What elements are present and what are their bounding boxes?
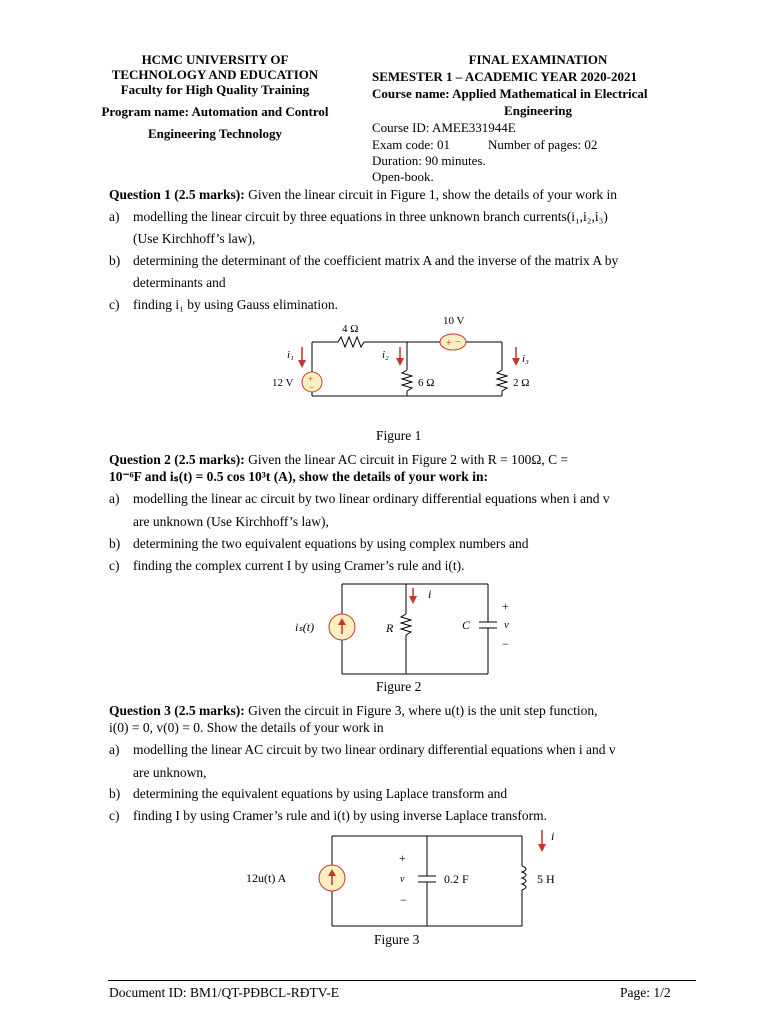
q1-a-line1: modelling the linear circuit by three equations in three unknown branch currents(i₁,i₂,i₃) — [133, 209, 608, 224]
arrow-i2 — [396, 358, 404, 366]
plus-12v: + — [308, 374, 314, 384]
program-name-line2: Engineering Technology — [148, 126, 282, 141]
label-is: iₛ(t) — [295, 620, 315, 634]
q1-b-line2: determinants and — [133, 275, 226, 290]
arrow-i3 — [512, 358, 520, 366]
q2-c-line1: finding the complex current I by using Cramer’s rule and i(t). — [133, 558, 465, 573]
label-4ohm: 4 Ω — [342, 323, 359, 335]
q1-a-line2: (Use Kirchhoff’s law), — [133, 231, 256, 246]
course-name-line1: Course name: Applied Mathematical in Electrical — [372, 86, 648, 101]
label-ind: 5 H — [537, 872, 555, 886]
q1-c-letter: c) — [109, 297, 120, 312]
q3-a-line1: modelling the linear AC circuit by two linear ordinary differential equations when i and v — [133, 742, 616, 757]
label-i: i — [551, 829, 555, 843]
label-12v: 12 V — [272, 377, 294, 389]
label-v: v — [400, 874, 405, 885]
label-i3: i₃ — [522, 353, 529, 365]
page-number: Page: 1/2 — [620, 985, 671, 1000]
q3-c-letter: c) — [109, 808, 120, 823]
exam-title: FINAL EXAMINATION — [468, 52, 608, 67]
q3-a-letter: a) — [109, 742, 120, 757]
duration: Duration: 90 minutes. — [372, 153, 486, 168]
label-c: C — [462, 618, 471, 632]
course-id: Course ID: AMEE331944E — [372, 120, 516, 135]
label-minus: − — [400, 893, 407, 907]
university-name-line1: HCMC UNIVERSITY OF — [141, 52, 289, 67]
q2-a-letter: a) — [109, 491, 120, 506]
resistor-2ohm — [497, 370, 507, 391]
arrow-i1 — [298, 360, 306, 368]
q2-a-line1: modelling the linear ac circuit by two linear ordinary differential equations when i and v — [133, 491, 610, 506]
label-6ohm: 6 Ω — [418, 377, 435, 389]
voltage-source-10v — [440, 334, 466, 350]
course-name-line2: Engineering — [504, 103, 572, 118]
q2-c-letter: c) — [109, 558, 120, 573]
q3-c-line1: finding I by using Cramer’s rule and i(t) by using inverse Laplace transform. — [133, 808, 548, 823]
q1-intro — [109, 187, 617, 203]
q1-b-letter: b) — [109, 253, 121, 268]
figure-2-caption: Figure 2 — [376, 679, 422, 694]
q1-c-line1: finding i₁ by using Gauss elimination. — [133, 297, 338, 312]
label-minus: − — [502, 637, 509, 651]
minus-12v: − — [309, 382, 315, 392]
plus-10v: + — [446, 338, 452, 349]
program-name-line1: Program name: Automation and Control — [101, 104, 329, 119]
q3-b-letter: b) — [109, 786, 121, 801]
faculty-name: Faculty for High Quality Training — [120, 82, 310, 97]
q2-a-line2: are unknown (Use Kirchhoff’s law), — [133, 514, 329, 529]
figure-1-circuit — [260, 312, 560, 422]
figure-1-caption: Figure 1 — [376, 428, 422, 443]
q1-a-letter: a) — [109, 209, 120, 224]
q3-a-line2: are unknown, — [133, 765, 207, 780]
q2-intro-text: Given the linear AC circuit in Figure 2 with R = 100Ω, C = — [244, 452, 569, 467]
label-plus: + — [502, 599, 509, 613]
q2-heading: Question 2 (2.5 marks): — [109, 452, 245, 467]
label-r: R — [386, 621, 394, 635]
q1-intro-text: Given the linear circuit in Figure 1, show the details of your work in — [244, 187, 618, 202]
q1-heading: Question 1 (2.5 marks): — [109, 187, 245, 202]
q1-b-line1: determining the determinant of the coefficient matrix A and the inverse of the matrix A by — [133, 253, 619, 268]
university-name-line2: TECHNOLOGY AND EDUCATION — [111, 67, 319, 82]
minus-10v: − — [455, 337, 461, 348]
label-cap: 0.2 F — [444, 872, 469, 886]
label-i2: i₂ — [382, 349, 389, 361]
q2-intro — [109, 452, 568, 468]
q2-b-letter: b) — [109, 536, 121, 551]
q3-intro-text: Given the circuit in Figure 3, where u(t) is the unit step function, — [244, 703, 598, 718]
label-source: 12u(t) A — [246, 871, 287, 885]
semester: SEMESTER 1 – ACADEMIC YEAR 2020-2021 — [372, 69, 637, 84]
label-10v: 10 V — [443, 315, 465, 327]
figure-3-circuit — [236, 826, 576, 930]
label-plus: + — [399, 851, 406, 865]
resistor-6ohm — [402, 370, 412, 391]
resistor-4ohm — [338, 337, 364, 347]
label-v: v — [504, 619, 509, 631]
label-i: i — [428, 587, 432, 601]
figure-3-caption: Figure 3 — [374, 932, 420, 947]
number-of-pages: Number of pages: 02 — [488, 137, 598, 152]
document-id: Document ID: BM1/QT-PĐBCL-RĐTV-E — [109, 985, 340, 1000]
q3-intro — [109, 703, 598, 719]
open-book: Open-book. — [372, 169, 434, 184]
resistor-r — [401, 614, 411, 635]
label-2ohm: 2 Ω — [513, 377, 530, 389]
label-i1: i₁ — [287, 349, 294, 361]
q3-intro-line2: i(0) = 0, v(0) = 0. Show the details of your work in — [109, 720, 384, 735]
q3-b-line1: determining the equivalent equations by using Laplace transform and — [133, 786, 508, 801]
inductor-5h — [522, 866, 526, 890]
q2-intro-line2: 10⁻⁶F and iₛ(t) = 0.5 cos 10³t (A), show the details of your work in: — [109, 469, 488, 484]
figure-2-circuit — [290, 578, 530, 678]
footer-divider — [108, 980, 696, 981]
arrow-i — [409, 596, 417, 604]
q2-b-line1: determining the two equivalent equations by using complex numbers and — [133, 536, 529, 551]
exam-code: Exam code: 01 — [372, 137, 450, 152]
arrow-i — [538, 844, 546, 852]
q3-heading: Question 3 (2.5 marks): — [109, 703, 245, 718]
